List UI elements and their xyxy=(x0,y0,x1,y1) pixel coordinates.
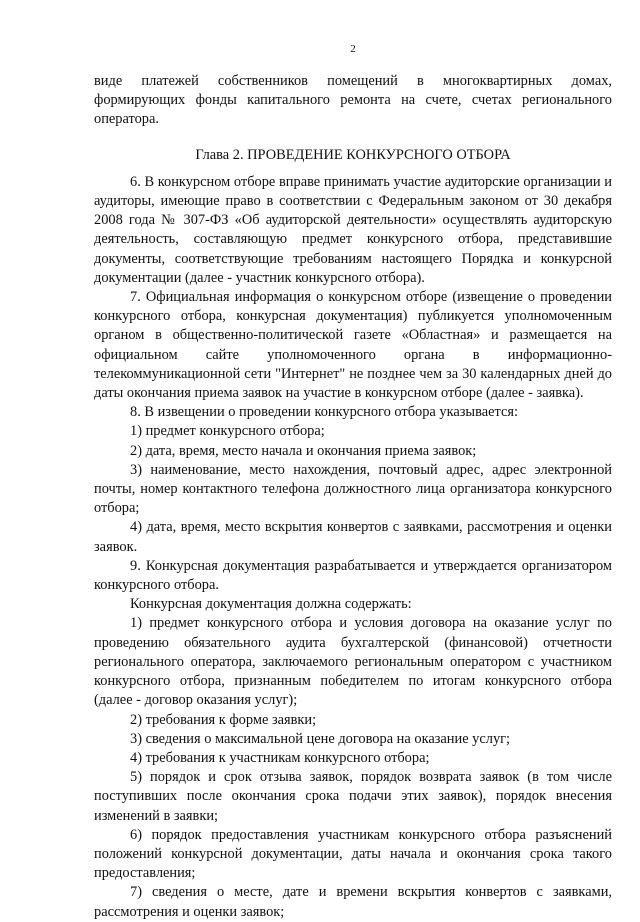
notice-item: 4) дата, время, место вскрытия конвертов с заявками, рассмотрения и оценки заявок. xyxy=(94,519,612,555)
paragraph-6: 6. В конкурсном отборе вправе принимать участие аудиторские организации и аудиторы, имеющие право в соответствии с Федеральным законом от 30 декабря 2008 года № 307-ФЗ «Об аудиторской деятельности» осуществлять аудиторскую деятельность, составляющую предмет конкурсного отбора, представившие документы, соответствующие требованиям настоящего Порядка и конкурсной документации (далее - участник конкурсного отбора). xyxy=(94,173,612,286)
paragraph-7: 7. Официальная информация о конкурсном отборе (извещение о проведении конкурсного отбора, конкурсная документация) публикуется уполномоченным органом в общественно-политической газете «Областная» и размещается на официальном сайте уполномоченного органа в информационно-телекоммуникационной сети "Интернет" не позднее чем за 30 календарных дней до даты окончания приема заявок на участие в конкурсном отборе (далее - заявка). xyxy=(94,289,612,402)
notice-item: 1) предмет конкурсного отбора; xyxy=(130,423,325,440)
paragraph-8: 8. В извещении о проведении конкурсного отбора указывается: xyxy=(130,404,518,421)
documentation-item: 3) сведения о максимальной цене договора на оказание услуг; xyxy=(130,730,511,747)
page-number: 2 xyxy=(350,43,356,55)
notice-item: 2) дата, время, место начала и окончания приема заявок; xyxy=(130,442,477,459)
documentation-intro: Конкурсная документация должна содержать: xyxy=(130,596,412,613)
notice-item: 3) наименование, место нахождения, почтовый адрес, адрес электронной почты, номер контактного телефона должностного лица организатора конкурсного отбора; xyxy=(94,461,612,517)
documentation-item: 4) требования к участникам конкурсного отбора; xyxy=(130,749,430,766)
documentation-item: 2) требования к форме заявки; xyxy=(130,711,317,728)
paragraph-9: 9. Конкурсная документация разрабатывается и утверждается организатором конкурсного отбора. xyxy=(94,557,612,594)
documentation-item: 1) предмет конкурсного отбора и условия договора на оказание услуг по проведению обязательного аудита бухгалтерской (финансовой) отчетности регионального оператора, заключаемого региональным оператором с участником конкурсного отбора, признанным победителем по итогам конкурсного отбора (далее - договор оказания услуг); xyxy=(94,615,612,709)
documentation-item: 6) порядок предоставления участникам конкурсного отбора разъяснений положений конкурсной документации, даты начала и окончания срока такого предоставления; xyxy=(94,826,612,882)
documentation-item: 5) порядок и срок отзыва заявок, порядок возврата заявок (в том числе поступивших после окончания срока подачи этих заявок), порядок внесения изменений в заявки; xyxy=(94,769,612,824)
intro-paragraph: виде платежей собственников помещений в многоквартирных домах, формирующих фонды капитального ремонта на счете, счетах регионального оператора. xyxy=(94,73,612,128)
chapter-heading: Глава 2. ПРОВЕДЕНИЕ КОНКУРСНОГО ОТБОРА xyxy=(195,146,511,163)
documentation-item: 7) сведения о месте, дате и времени вскрытия конвертов с заявками, рассмотрения и оценки заявок; xyxy=(94,884,612,920)
